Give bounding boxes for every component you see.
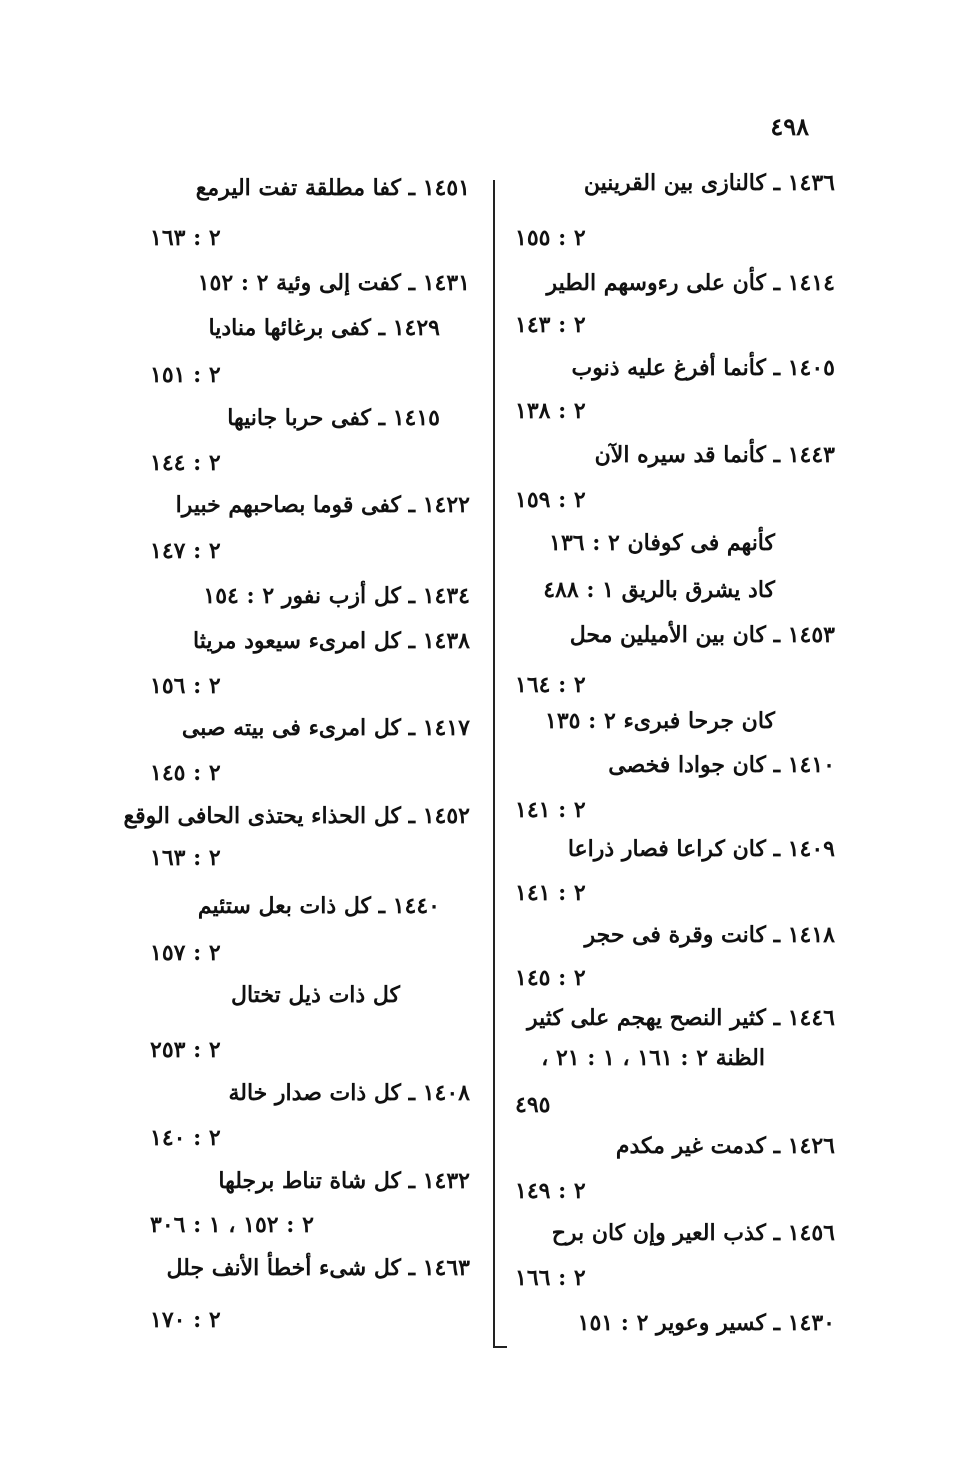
reference-line: ٢ : ١٦٤ [515,672,586,698]
entry-line: ١٤٣١ ـ كفت إلى وئية ٢ : ١٥٢ [197,270,470,296]
entry-line: ١٤٠٨ ـ كل ذات صدار خالة [228,1080,470,1106]
reference-line: ٢ : ١٤١ [515,797,586,823]
reference-line: ٢ : ١٤١ [515,880,586,906]
entry-line: ١٤٣٨ ـ كل امرىء سيعود مريثا [193,628,470,654]
entry-line: ١٤٣٦ ـ كالنازى بين القرينين [583,170,835,196]
reference-line: ٢ : ١٤٥ [150,760,221,786]
reference-line: ٢ : ١٤٠ [150,1125,221,1151]
reference-line: ٢ : ١٣٨ [515,398,586,424]
reference-line: ٢ : ١٧٠ [150,1307,221,1333]
reference-line: ٢ : ١٦٣ [150,225,221,251]
entry-line: ١٤٥١ ـ كفا مطلقة تفت اليرمع [195,175,470,201]
entry-line: ١٤٣٤ ـ كل أزب نفور ٢ : ١٥٤ [203,583,470,609]
entry-continuation: الظنة ٢ : ١٦١ ، ١ : ٢١ ، [541,1045,765,1071]
entry-line: ١٤١٧ ـ كل امرىء فى بيته صبى [181,715,470,741]
reference-line: ٤٩٥ [515,1092,551,1118]
entry-line: ١٤٥٣ ـ كان بين الأميلين محل [569,622,835,648]
entry-line: ١٤٣٢ ـ كل شاة تناط برجلها [218,1168,470,1194]
reference-line: ٢ : ١٤٤ [150,450,221,476]
entry-line: ١٤٠٩ ـ كان كراعا فصار ذراعا [567,836,835,862]
entry-line: كان جرحا فبرىء ٢ : ١٣٥ [545,708,775,734]
column-divider-foot [493,1346,507,1348]
entry-line: ١٤١٠ ـ كان جوادا فخصى [608,752,835,778]
reference-line: ٢ : ١٥٩ [515,487,586,513]
reference-line: ٢ : ١٤٧ [150,538,221,564]
entry-line: ١٤٤٣ ـ كأنما قد سيره الآن [594,442,835,468]
entry-line: ١٤٤٠ ـ كل ذات بعل ستئيم [197,893,440,919]
reference-line: ٢ : ١٥٥ [515,225,586,251]
entry-line: كأنهم فى كوفان ٢ : ١٣٦ [549,530,775,556]
entry-line: ١٤٣٠ ـ كسير وعوير ٢ : ١٥١ [577,1310,835,1336]
reference-line: ٢ : ١٥١ [150,362,221,388]
reference-line: ٢ : ١٤٩ [515,1178,586,1204]
entry-line: كاد يشرق بالريق ١ : ٤٨٨ [543,577,775,603]
reference-line: ٢ : ٢٥٣ [150,1037,221,1063]
entry-line: ١٤١٥ ـ كفى حربا جانيها [227,405,440,431]
reference-line: ٢ : ١٥٢ ، ١ : ٣٠٦ [150,1212,314,1238]
reference-line: ٢ : ١٤٥ [515,965,586,991]
reference-line: ٢ : ١٦٦ [515,1265,586,1291]
column-divider [493,180,495,1348]
entry-line: ١٤٥٢ ـ كل الحذاء يحتذى الحافى الوقع [123,803,470,829]
entry-line: كل ذات ذيل تختال [231,982,400,1008]
reference-line: ٢ : ١٥٦ [150,673,221,699]
entry-line: ١٤٢٦ ـ كدمت غير مكدم [615,1133,835,1159]
entry-line: ١٤٢٢ ـ كفى قوما بصاحبهم خبيرا [175,492,470,518]
reference-line: ٢ : ١٦٣ [150,845,221,871]
entry-line: ١٤٠٥ ـ كأنما أفرغ عليه ذنوب [571,355,835,381]
reference-line: ٢ : ١٤٣ [515,312,586,338]
entry-line: ١٤١٤ ـ كأن على رءوسهم الطير [546,270,835,296]
entry-line: ١٤٤٦ ـ كثير النصح يهجم على كثير [526,1005,835,1031]
entry-line: ١٤٦٣ ـ كل شىء أخطأ الأنف جلل [166,1255,470,1281]
entry-line: ١٤١٨ ـ كانت وقرة فى حجر [584,922,835,948]
entry-line: ١٤٥٦ ـ كذب العير وإن كان برح [551,1220,835,1246]
entry-line: ١٤٢٩ ـ كفى برغائها مناديا [208,315,440,341]
page-number: ٤٩٨ [770,112,809,141]
reference-line: ٢ : ١٥٧ [150,940,221,966]
